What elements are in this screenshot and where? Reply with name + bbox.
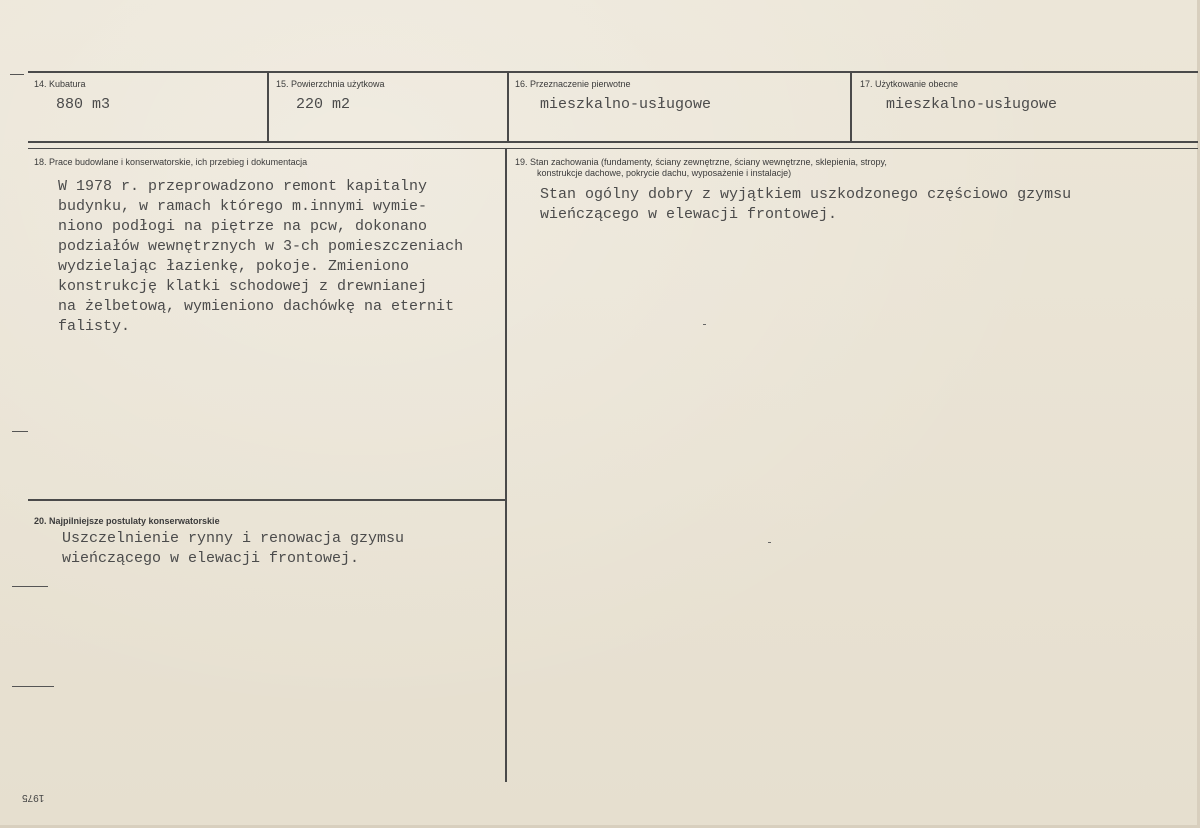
field-16-value: mieszkalno-usługowe bbox=[540, 96, 712, 113]
divider-18-19 bbox=[505, 148, 507, 782]
margin-tick bbox=[12, 586, 48, 587]
top-row-top-border bbox=[28, 71, 1198, 73]
field-18-line: na żelbetową, wymieniono dachówkę na eternit bbox=[58, 298, 455, 315]
field-16-label: 16. Przeznaczenie pierwotne bbox=[515, 79, 631, 89]
field-19-label: 19. Stan zachowania (fundamenty, ściany zewnętrzne, ściany wewnętrzne, sklepienia, stropy, bbox=[515, 157, 887, 167]
field-18-line: wydzielając łazienkę, pokoje. Zmieniono bbox=[58, 258, 410, 275]
field-18-line: konstrukcję klatki schodowej z drewnianej bbox=[58, 278, 428, 295]
field-17-label: 17. Użytkowanie obecne bbox=[860, 79, 959, 89]
field-19-line: wieńczącego w elewacji frontowej. bbox=[540, 206, 838, 223]
margin-tick bbox=[10, 74, 24, 75]
stray-mark bbox=[703, 324, 706, 325]
field-18-line: niono podłogi na piętrze na pcw, dokonano bbox=[58, 218, 428, 235]
field-18-line: podziałów wewnętrznych w 3-ch pomieszczeniach bbox=[58, 238, 464, 255]
divider-16-17 bbox=[850, 72, 852, 142]
field-14-label: 14. Kubatura bbox=[34, 79, 86, 89]
margin-tick bbox=[12, 686, 54, 687]
section-top-border bbox=[28, 148, 1198, 149]
margin-tick bbox=[12, 431, 28, 432]
field-15-value: 220 m2 bbox=[296, 96, 351, 113]
field-18-line: W 1978 r. przeprowadzono remont kapitalny bbox=[58, 178, 428, 195]
field-20-line: Uszczelnienie rynny i renowacja gzymsu bbox=[62, 530, 405, 547]
field-18-label: 18. Prace budowlane i konserwatorskie, ich przebieg i dokumentacja bbox=[34, 157, 308, 167]
field-20-label: 20. Najpilniejsze postulaty konserwatorskie bbox=[34, 516, 220, 526]
field-18-line: budynku, w ramach którego m.innymi wymie- bbox=[58, 198, 428, 215]
divider-14-15 bbox=[267, 72, 269, 142]
top-row-bottom-border bbox=[28, 141, 1198, 143]
field-20-line: wieńczącego w elewacji frontowej. bbox=[62, 550, 360, 567]
print-mark: 1975 bbox=[22, 792, 45, 803]
divider-15-16 bbox=[507, 72, 509, 142]
field-19-label-cont: konstrukcje dachowe, pokrycie dachu, wyposażenie i instalacje) bbox=[537, 168, 792, 178]
field-19-line: Stan ogólny dobry z wyjątkiem uszkodzonego częściowo gzymsu bbox=[540, 186, 1072, 203]
field-18-line: falisty. bbox=[58, 318, 131, 335]
stray-mark bbox=[768, 542, 771, 543]
divider-18-20 bbox=[28, 499, 506, 501]
field-17-value: mieszkalno-usługowe bbox=[886, 96, 1058, 113]
field-15-label: 15. Powierzchnia użytkowa bbox=[276, 79, 385, 89]
field-14-value: 880 m3 bbox=[56, 96, 111, 113]
